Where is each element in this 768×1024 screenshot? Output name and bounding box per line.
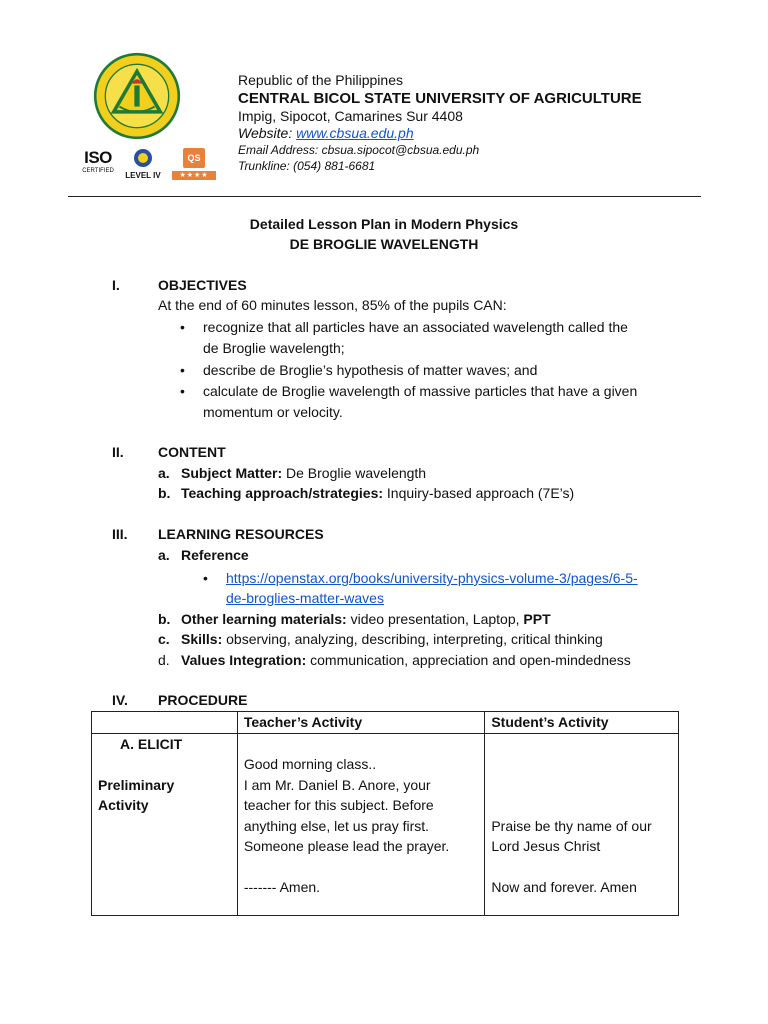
learning-materials-line [181,609,551,629]
level-emblem-icon [132,148,154,168]
trunkline-line: Trunkline: (054) 881-6681 [238,159,376,173]
republic-line: Republic of the Philippines [238,72,403,88]
teacher-line: I am Mr. Daniel B. Anore, your [243,776,431,793]
level-label: LEVEL IV [125,171,161,180]
qs-stars: ★★★★ [172,171,216,180]
university-seal-icon [93,52,181,140]
list-marker: d. [158,652,170,668]
reference-link[interactable]: https://openstax.org/books/university-physics-volume-3/pages/6-5- [226,570,638,586]
values-integration-line [181,650,631,670]
qs-badge [172,148,216,180]
skills-value: observing, analyzing, describing, interpreting, critical thinking [222,631,603,647]
skills-line [181,629,603,649]
list-marker: b. [158,611,171,627]
section-number: IV. [112,692,128,708]
list-marker: b. [158,485,171,501]
student-activity-cell [485,733,679,915]
student-line [491,754,672,775]
stage-label: A. ELICIT [120,735,183,752]
teaching-approach-value: Inquiry-based approach (7E’s) [383,485,575,501]
values-integration-value: communication, appreciation and open-mindedness [306,652,631,668]
section-heading: LEARNING RESOURCES [158,526,324,542]
teacher-line: teacher for this subject. Before [243,797,434,813]
student-line: Now and forever. Amen [491,879,637,895]
list-marker: a. [158,465,170,481]
objective-item: recognize that all particles have an associated wavelength called the [203,319,628,335]
header-divider [68,196,701,197]
teacher-activity-header: Teacher’s Activity [237,712,485,734]
website-link[interactable]: www.cbsua.edu.ph [296,125,414,141]
bullet-icon: • [180,383,185,399]
list-marker: a. [158,547,170,563]
letterhead [0,0,768,200]
website-label: Website: [238,125,297,141]
objective-item: calculate de Broglie wavelength of massive particles that have a given [203,383,638,399]
spacer [244,734,479,755]
university-name: CENTRAL BICOL STATE UNIVERSITY OF AGRICULTURE [238,90,642,107]
iso-label: ISO [84,148,112,167]
objective-item: de Broglie wavelength; [203,340,345,356]
student-line [491,775,672,796]
level-badge [124,148,162,180]
teacher-line: ------- Amen. [243,879,321,895]
subject-matter-key: Subject Matter: [181,465,283,481]
iso-sublabel: CERTIFIED [82,168,114,174]
table-header-row [92,712,679,734]
student-line: Praise be thy name of our [491,817,652,834]
stage-cell [92,733,238,915]
accreditation-badges [80,148,220,188]
bullet-icon: • [180,319,185,335]
procedure-table [91,711,679,916]
section-number: III. [112,526,128,542]
student-line [491,857,672,878]
reference-heading: Reference [181,547,249,563]
objectives-intro: At the end of 60 minutes lesson, 85% of the pupils CAN: [158,297,507,313]
reference-link-continued[interactable]: de-broglies-matter-waves [226,590,384,606]
subject-matter-value: De Broglie wavelength [282,465,427,481]
learning-materials-ppt: PPT [523,611,551,627]
letterhead-text [238,72,642,174]
student-line: Lord Jesus Christ [491,838,601,854]
learning-materials-key: Other learning materials: [181,611,347,627]
table-row [92,733,679,915]
subject-matter-line [181,463,426,483]
qs-label: QS [183,148,205,168]
section-number: I. [112,277,120,293]
iso-badge [80,148,116,175]
bullet-icon: • [180,362,185,378]
student-activity-header: Student’s Activity [485,712,679,734]
spacer [491,734,672,755]
objective-item: momentum or velocity. [203,404,343,420]
teacher-activity-cell [237,733,485,915]
teacher-line: Someone please lead the prayer. [243,838,450,854]
spacer [98,754,231,775]
skills-key: Skills: [181,631,223,647]
address-line: Impig, Sipocot, Camarines Sur 4408 [238,108,463,124]
teaching-approach-line [181,483,574,503]
activity-label: Preliminary [98,776,175,793]
values-integration-key: Values Integration: [181,652,307,668]
teacher-line [244,857,479,878]
teacher-line: Good morning class.. [243,756,377,772]
objective-item: describe de Broglie’s hypothesis of matter waves; and [203,362,538,378]
section-heading: OBJECTIVES [158,277,247,293]
document-title: Detailed Lesson Plan in Modern Physics [249,216,519,232]
table-header-cell [92,712,238,734]
teacher-line: anything else, let us pray first. [243,817,430,834]
website-line [238,125,642,142]
section-heading: PROCEDURE [158,692,248,708]
list-marker: c. [158,631,170,647]
section-number: II. [112,444,124,460]
section-heading: CONTENT [158,444,226,460]
student-line [491,795,672,816]
activity-label: Activity [98,797,149,813]
teaching-approach-key: Teaching approach/strategies: [181,485,384,501]
learning-materials-value: video presentation, Laptop, [346,611,524,627]
email-line: Email Address: cbsua.sipocot@cbsua.edu.ph [238,143,480,157]
bullet-icon: • [203,570,208,586]
document-subtitle: DE BROGLIE WAVELENGTH [289,236,479,252]
